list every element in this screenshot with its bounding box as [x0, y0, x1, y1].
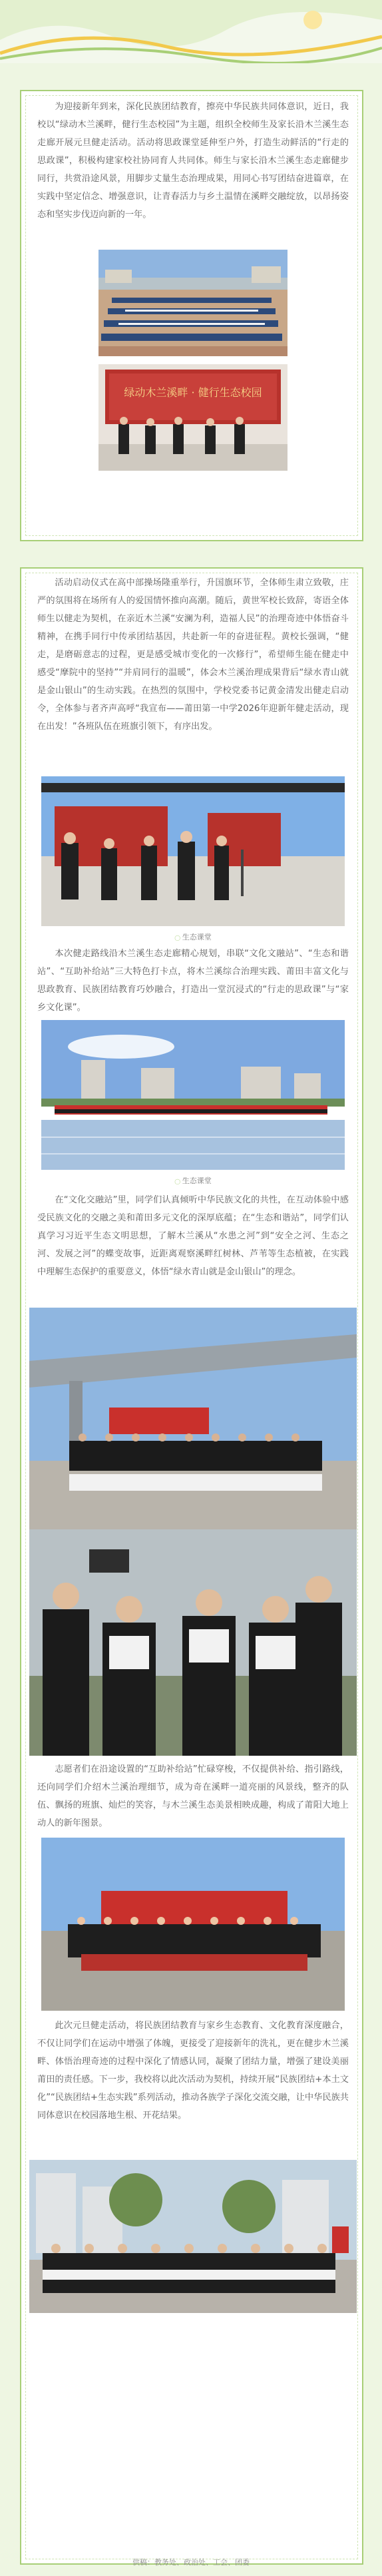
content-card-2 — [20, 567, 363, 2565]
footer-credit: 供稿：教务处、政治处、工会、团委 — [132, 2558, 250, 2567]
photo-field-assembly — [98, 250, 287, 356]
intro-paragraph: 为迎接新年到来，深化民族团结教育，擦亮中华民族共同体意识，近日，我校以“绿动木兰溪畔，健行生态校园”为主题，组织全校师生及家长沿木兰溪生态走廊开展元旦健走活动。活动将思政课堂延伸至户外，打造生动鲜活的“行走的思政课”，积极构建家校社协同育人共同体。师生与家长沿木兰溪生态走廊健步同行，共赏沿途风景，用脚步丈量生态治理成果，用同心书写团结奋进篇章，在实践中坚定信念、增强意识，让青春活力与乡土温情在溪畔交融绽放，以昂扬姿态和坚实步伐迈向新的一年。 — [37, 102, 349, 220]
ceremony-paragraph: 活动启动仪式在高中部操场隆重举行，升国旗环节，全体师生肃立致敬，庄严的氛围将在场所有人的爱国情怀推向高潮。随后，黄世军校长致辞，寄语全体师生以健走为契机，在亲近木兰溪“安澜为利，造福人民”的治理奇迹中体悟奋斗精神，在携手同行中传承团结基因，共赴新一年的奋进征程。黄校长强调，“健走，是磨砺意志的过程，更是感受城市变化的一次修行”，希望师生能在健走中感受“摩院中的坚持”“并肩同行的温暖”，体会木兰溪治理成果背后“绿水青山就是金山银山”的生动实践。在热烈的氛围中，学校党委书记黄金清发出健走启动令，全体参与者齐声高呼“我宣布——莆田第一中学2026年迎新年健走活动，现在出发！”各班队伍在班旗引领下，有序出发。 — [37, 578, 349, 732]
photo-caption-2: ◯ 生态课堂 — [21, 1175, 365, 1186]
banner-text: 绿动木兰溪畔 · 健行生态校园 — [124, 386, 262, 399]
photo-opening-ceremony — [98, 364, 287, 471]
decorative-header — [0, 0, 382, 63]
photo-students-lineup — [29, 2160, 357, 2313]
volunteer-paragraph: 志愿者们在沿途设置的“互助补给站”忙碌穿梭，不仅提供补给、指引路线，还向同学们介绍木兰溪治理细节，成为奇在溪畔一道亮丽的风景线，整齐的队伍、飘扬的班旗、灿烂的笑容，与木兰溪生态美景相映成趣，构成了莆阳大地上动人的新年图景。 — [37, 1764, 349, 1828]
photo-students-bridge — [29, 1308, 357, 1529]
wave-decoration — [0, 0, 382, 63]
photo-volunteers-camera — [29, 1529, 357, 1756]
route-paragraph: 本次健走路线沿木兰溪生态走廊精心规划，串联“文化文融站”、“生态和谐站”、“互助补给站”三大特色打卡点，将木兰溪综合治理实践、莆田丰富文化与思政教育、民族团结教育巧妙融合，打造出一堂沉浸式的“行走的思政课”与“家乡文化课”。 — [37, 949, 349, 1013]
photo-group-banner — [41, 1838, 345, 2011]
conclusion-paragraph: 此次元旦健走活动，将民族团结教育与家乡生态教育、文化教育深度融合，不仅让同学们在运动中增强了体魄，更接受了迎接新年的洗礼，更在健步木兰溪畔、体悟治理奇迹的过程中深化了情感认同，凝聚了团结力量，增强了建设美丽莆田的责任感。下一步，我校将以此次活动为契机，持续开展“民族团结+本土文化”“民族团结+生态实践”系列活动，推动各族学子深化交流交融，让中华民族共同体意识在校园落地生根、开花结果。 — [37, 2021, 349, 2121]
content-card-1 — [20, 90, 363, 541]
photo-ceremony-stage — [41, 776, 345, 926]
culture-paragraph: 在“文化交融站”里，同学们认真倾听中华民族文化的共性，在互动体验中感受民族文化的交融之美和莆田多元文化的深厚底蕴；在“生态和谐站”，同学们认真学习习近平生态文明思想，了解木兰溪从“水患之河”到“安全之河、生态之河、发展之河”的蝶变故事，近距离观察溪畔红树林、芦苇等生态植被，在实践中理解生态保护的重要意义，体悟“绿水青山就是金山银山”的理念。 — [37, 1195, 349, 1277]
photo-riverside-walk — [41, 1020, 345, 1170]
photo-caption-1: ◯ 生态课堂 — [21, 931, 365, 942]
